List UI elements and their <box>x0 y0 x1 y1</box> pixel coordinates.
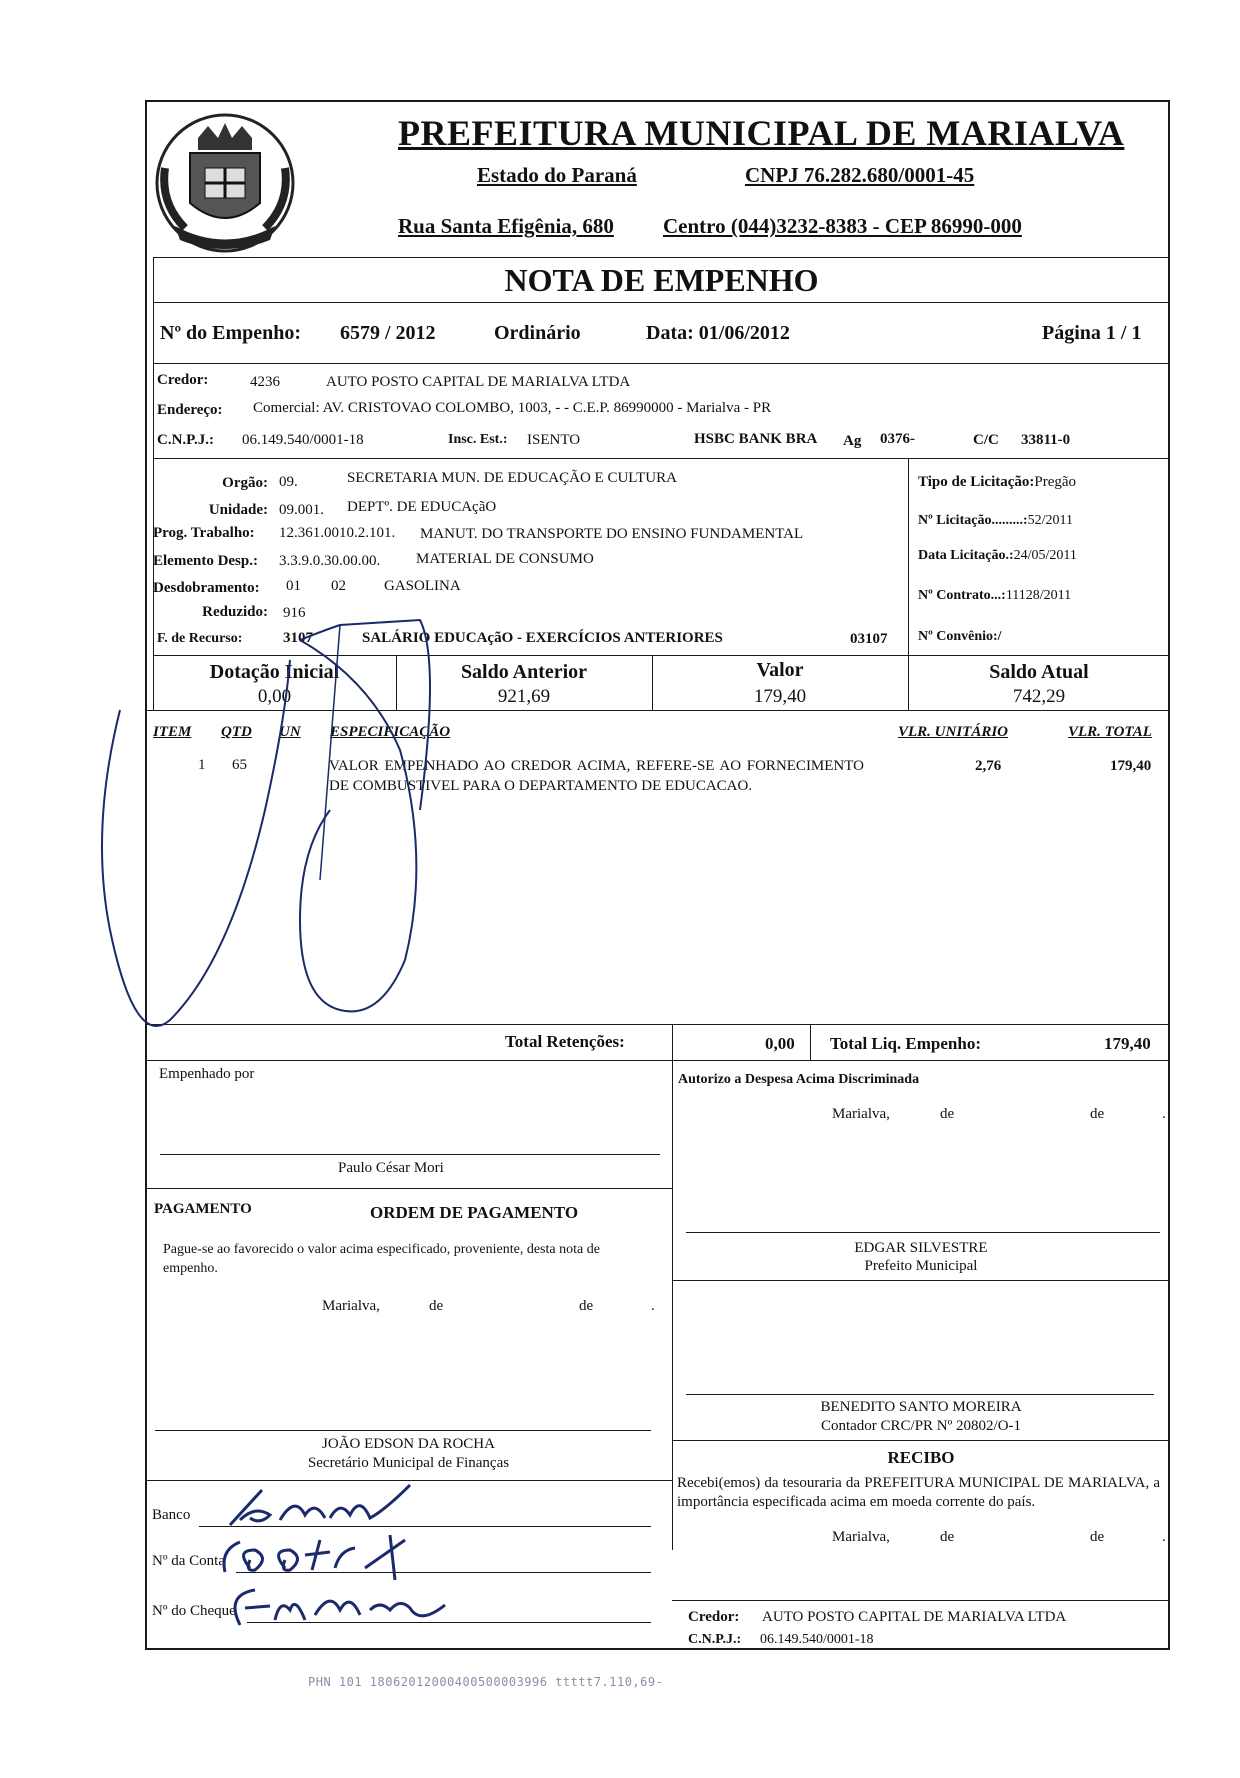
contador-role: Contador CRC/PR Nº 20802/O-1 <box>820 1418 1022 1434</box>
liquido-label: Total Liq. Empenho: <box>830 1034 981 1053</box>
prefeito-name: EDGAR SILVESTRE <box>854 1240 988 1256</box>
pagamento-label: PAGAMENTO <box>154 1201 252 1217</box>
saldo-atual-value: 742,29 <box>1012 686 1066 707</box>
retencoes-value: 0,00 <box>765 1034 795 1053</box>
unidade-value: DEPTº. DE EDUCAçãO <box>347 499 497 515</box>
recibo-title: RECIBO <box>887 1448 955 1467</box>
empenho-number: 6579 / 2012 <box>340 322 436 344</box>
cnpj-label: C.N.P.J.: <box>157 432 214 448</box>
pagamento-end: . <box>651 1298 655 1314</box>
prog-code: 12.361.0010.2.101. <box>279 525 396 541</box>
recibo-cnpj-label: C.N.P.J.: <box>688 1632 742 1647</box>
account-label: C/C <box>973 432 999 448</box>
conta-label: Nº da Conta <box>152 1553 225 1569</box>
col-vlr-unitario: VLR. UNITÁRIO <box>898 724 1009 740</box>
handwritten-bank-entries <box>200 1480 660 1640</box>
recibo-credor-label: Credor: <box>688 1609 740 1625</box>
col-item: ITEM <box>153 724 192 740</box>
account-value: 33811-0 <box>1021 432 1071 448</box>
autorizo-text: Autorizo a Despesa Acima Discriminada <box>678 1072 920 1087</box>
state-name: Estado do Paraná <box>477 163 637 187</box>
unidade-code: 09.001. <box>279 502 324 518</box>
orgao-value: SECRETARIA MUN. DE EDUCAÇÃO E CULTURA <box>347 470 677 486</box>
document-title: NOTA DE EMPENHO <box>504 262 819 298</box>
bank-name: HSBC BANK BRA <box>694 431 818 447</box>
orgao-code: 09. <box>279 474 298 490</box>
pagamento-de-2: de <box>579 1298 594 1314</box>
saldo-atual-label: Saldo Atual <box>989 661 1089 683</box>
secretario-name: JOÃO EDSON DA ROCHA <box>322 1436 495 1452</box>
empenho-type: Ordinário <box>494 322 581 344</box>
recibo-credor-value: AUTO POSTO CAPITAL DE MARIALVA LTDA <box>762 1609 1067 1625</box>
convenio-label: Nº Convênio:/ <box>918 629 1002 644</box>
dotacao-label: Dotação Inicial <box>209 661 340 683</box>
recurso-value: SALÁRIO EDUCAçãO - EXERCÍCIOS ANTERIORES <box>362 630 723 646</box>
autorizo-end: . <box>1162 1106 1166 1122</box>
endereco-label: Endereço: <box>157 402 223 418</box>
recurso-code: 3107 <box>283 630 313 646</box>
desdobramento-code-2: 02 <box>331 578 346 594</box>
desdobramento-value: GASOLINA <box>384 578 461 594</box>
contrato-value: 11128/2011 <box>1005 588 1072 603</box>
pagamento-place: Marialva, <box>322 1298 380 1314</box>
recibo-place: Marialva, <box>832 1529 890 1545</box>
reduzido-label: Reduzido: <box>202 604 268 620</box>
agency-label: Ag <box>843 433 862 449</box>
empenhado-name: Paulo César Mori <box>338 1160 444 1176</box>
contador-name: BENEDITO SANTO MOREIRA <box>820 1399 1022 1415</box>
secretario-role: Secretário Municipal de Finanças <box>307 1455 510 1471</box>
prog-label: Prog. Trabalho: <box>153 525 255 541</box>
credor-code: 4236 <box>250 374 280 390</box>
recibo-de-1: de <box>940 1529 955 1545</box>
contrato-label: Nº Contrato...:11128/2011 <box>918 588 1072 603</box>
empenho-date: Data: 01/06/2012 <box>646 322 790 344</box>
saldo-anterior-label: Saldo Anterior <box>460 661 588 683</box>
licitacao-data-value: 24/05/2011 <box>1013 548 1077 563</box>
recibo-de-2: de <box>1090 1529 1105 1545</box>
autorizo-de-1: de <box>940 1106 955 1122</box>
desdobramento-code: 01 <box>286 578 301 594</box>
licitacao-tipo-label: Tipo de Licitação:Pregão <box>918 474 1077 490</box>
autorizo-de-2: de <box>1090 1106 1105 1122</box>
agency-value: 0376- <box>880 431 915 447</box>
page-number: Página 1 / 1 <box>1042 322 1142 344</box>
recurso-code-2: 03107 <box>850 631 888 647</box>
col-vlr-total: VLR. TOTAL <box>1068 724 1152 740</box>
item-vlr-total: 179,40 <box>1110 758 1152 774</box>
recibo-cnpj-value: 06.149.540/0001-18 <box>760 1632 874 1647</box>
recibo-text: Recebi(emos) da tesouraria da PREFEITURA MUNICIPAL DE MARIALVA, a importância especificada acima em moeda corrente do país. <box>677 1475 1160 1510</box>
page-title: PREFEITURA MUNICIPAL DE MARIALVA <box>398 113 1125 153</box>
recurso-label: F. de Recurso: <box>157 631 243 646</box>
credor-name: AUTO POSTO CAPITAL DE MARIALVA LTDA <box>326 374 631 390</box>
unidade-label: Unidade: <box>208 502 268 518</box>
liquido-value: 179,40 <box>1104 1034 1151 1053</box>
prog-value: MANUT. DO TRANSPORTE DO ENSINO FUNDAMENTAL <box>420 526 804 542</box>
pagamento-text: Pague-se ao favorecido o valor acima especificado, proveniente, desta nota de empenho. <box>163 1242 600 1276</box>
reduzido-value: 916 <box>283 605 306 621</box>
recibo-end: . <box>1162 1529 1166 1545</box>
elemento-code: 3.3.9.0.30.00.00. <box>279 553 381 569</box>
header-contact: Centro (044)3232-8383 - CEP 86990-000 <box>663 214 1022 238</box>
header-cnpj: CNPJ 76.282.680/0001-45 <box>745 163 975 187</box>
insc-value: ISENTO <box>527 432 581 448</box>
licitacao-data-label: Data Licitação.:24/05/2011 <box>918 548 1077 563</box>
banco-label: Banco <box>152 1507 191 1523</box>
credor-label: Credor: <box>157 372 209 388</box>
col-un: UN <box>279 724 301 740</box>
item-description: VALOR EMPENHADO AO CREDOR ACIMA, REFERE-SE AO FORNECIMENTO DE COMBUSTIVEL PARA O DEPARTAMENTO DE EDUCACAO. <box>329 758 864 794</box>
licitacao-num-value: 52/2011 <box>1027 513 1073 528</box>
insc-label: Insc. Est.: <box>448 432 508 447</box>
item-qtd: 65 <box>232 757 247 773</box>
valor-value: 179,40 <box>753 686 807 707</box>
autorizo-place: Marialva, <box>832 1106 890 1122</box>
item-vlr-unitario: 2,76 <box>975 758 1002 774</box>
saldo-anterior-value: 921,69 <box>497 686 551 707</box>
item-number: 1 <box>198 757 206 773</box>
col-especificacao: ESPECIFICAÇÃO <box>330 724 451 740</box>
elemento-label: Elemento Desp.: <box>153 553 258 569</box>
prefeito-role: Prefeito Municipal <box>864 1258 978 1274</box>
licitacao-tipo-value: Pregão <box>1034 474 1077 490</box>
dotacao-value: 0,00 <box>257 686 292 707</box>
desdobramento-label: Desdobramento: <box>153 580 260 596</box>
header-address: Rua Santa Efigênia, 680 <box>398 214 614 238</box>
col-qtd: QTD <box>221 724 252 740</box>
valor-label: Valor <box>756 659 804 681</box>
ordem-pagamento-title: ORDEM DE PAGAMENTO <box>370 1203 579 1222</box>
footer-code: PHN 101 18062012000400500003996 ttttt7.110,69- <box>308 1675 664 1689</box>
empenho-number-label: Nº do Empenho: <box>160 322 302 344</box>
empenhado-label: Empenhado por <box>159 1066 255 1082</box>
orgao-label: Orgão: <box>222 475 268 491</box>
retencoes-label: Total Retenções: <box>505 1032 625 1051</box>
licitacao-num-label: Nº Licitação.........:52/2011 <box>918 513 1073 528</box>
elemento-value: MATERIAL DE CONSUMO <box>416 551 594 567</box>
pagamento-de-1: de <box>429 1298 444 1314</box>
cheque-label: Nº do Cheque <box>152 1603 236 1619</box>
cnpj-value: 06.149.540/0001-18 <box>242 432 364 448</box>
endereco-value: Comercial: AV. CRISTOVAO COLOMBO, 1003, - - C.E.P. 86990000 - Marialva - PR <box>253 400 772 416</box>
